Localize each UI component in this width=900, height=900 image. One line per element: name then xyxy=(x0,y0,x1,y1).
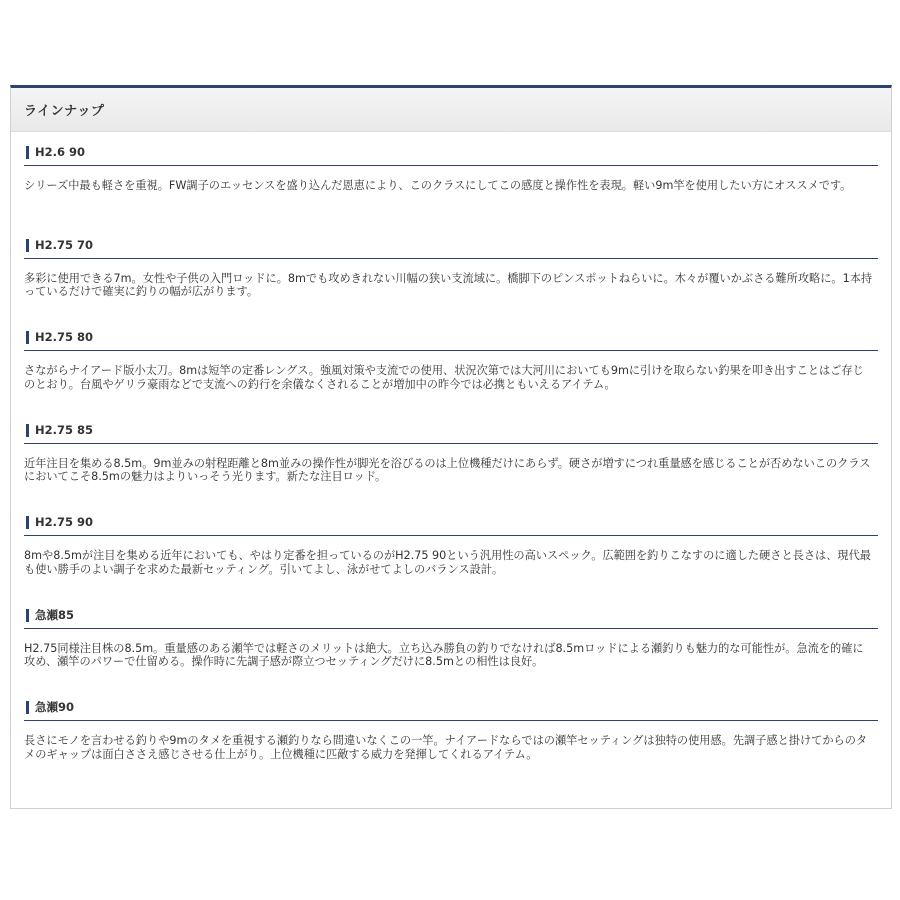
lineup-section-kyuse-90 xyxy=(24,700,878,793)
lineup-section-h275-90 xyxy=(24,515,878,608)
heading-accent-bar xyxy=(26,516,29,529)
lineup-section-h275-70 xyxy=(24,238,878,331)
section-description: 長さにモノを言わせる釣りや9mのタメを重視する瀬釣りなら間違いなくこの一竿。ナイアードならではの瀬竿セッティングは独特の使用感。先調子感と掛けてからのタメのギャップは面白ささえ感じさせる仕上がり。上位機種に匹敵する威力を発揮してくれるアイテム。 xyxy=(24,734,868,761)
heading-accent-bar xyxy=(26,609,29,622)
section-heading xyxy=(24,515,878,536)
section-heading xyxy=(24,238,878,259)
lineup-section-kyuse-85 xyxy=(24,608,878,701)
section-heading xyxy=(24,423,878,444)
lineup-section-h26-90 xyxy=(24,145,878,238)
lineup-section-h275-80 xyxy=(24,330,878,423)
heading-accent-bar xyxy=(26,146,29,159)
panel-header xyxy=(11,88,891,132)
section-description: 近年注目を集める8.5m。9m並みの射程距離と8m並みの操作性が脚光を浴びるのは上位機種だけにあらず。硬さが増すにつれ重量感を感じることが否めないこのクラスにおいてこそ8.5mの魅力はよりいっそう光ります。新たな注目ロッド。 xyxy=(24,456,871,483)
section-title: H2.75 70 xyxy=(35,237,94,252)
heading-accent-bar xyxy=(26,424,29,437)
section-description: H2.75同様注目株の8.5m。重量感のある瀬竿では軽さのメリットは絶大。立ち込み勝負の釣りでなければ8.5mロッドによる瀬釣りも魅力的な可能性が。急流を的確に攻め、瀬竿のパワーで仕留める。操作時に先調子感が際立つセッティングだけに8.5mとの相性は良好。 xyxy=(24,641,864,668)
section-title: H2.6 90 xyxy=(35,145,86,159)
section-title: 急瀬90 xyxy=(35,700,75,714)
heading-accent-bar xyxy=(26,239,29,252)
section-description: シリーズ中最も軽さを重視。FW調子のエッセンスを盛り込んだ恩恵により、このクラスにしてこの感度と操作性を表現。軽い9m竿を使用したい方にオススメです。 xyxy=(24,179,852,192)
section-title: H2.75 85 xyxy=(35,422,94,437)
section-description: 多彩に使用できる7m。女性や子供の入門ロッドに。8mでも攻めきれない川幅の狭い支流域に。橋脚下のピンスポットねらいに。木々が覆いかぶさる難所攻略に。1本持っているだけで確実に釣りの幅が広がります。 xyxy=(24,271,873,298)
section-title: H2.75 90 xyxy=(35,515,94,529)
section-heading xyxy=(24,608,878,629)
heading-accent-bar xyxy=(26,701,29,714)
section-description: 8mや8.5mが注目を集める近年においても、やはり定番を担っているのがH2.75 90という汎用性の高いスペック。広範囲を釣りこなすのに適した硬さと長さは、現代最も使い勝手のよい調子を求めた最新セッティング。引いてよし、泳がせてよしのバランス設計。 xyxy=(24,549,871,576)
panel-body xyxy=(11,132,891,793)
section-heading xyxy=(24,700,878,721)
section-title: H2.75 80 xyxy=(35,330,94,344)
section-heading xyxy=(24,145,878,166)
lineup-section-h275-85 xyxy=(24,423,878,516)
panel-title: ラインナップ xyxy=(24,104,105,119)
lineup-panel xyxy=(10,85,892,809)
heading-accent-bar xyxy=(26,331,29,344)
section-heading xyxy=(24,330,878,351)
section-title: 急瀬85 xyxy=(35,607,75,622)
section-description: さながらナイアード版小太刀。8mは短竿の定番レングス。強風対策や支流での使用、状況次第では大河川においても9mに引けを取らない釣果を叩き出すことはご存じのとおり。台風やゲリラ豪雨などで支流への釣行を余儀なくされることが増加中の昨今では必携ともいえるアイテム。 xyxy=(24,364,864,391)
